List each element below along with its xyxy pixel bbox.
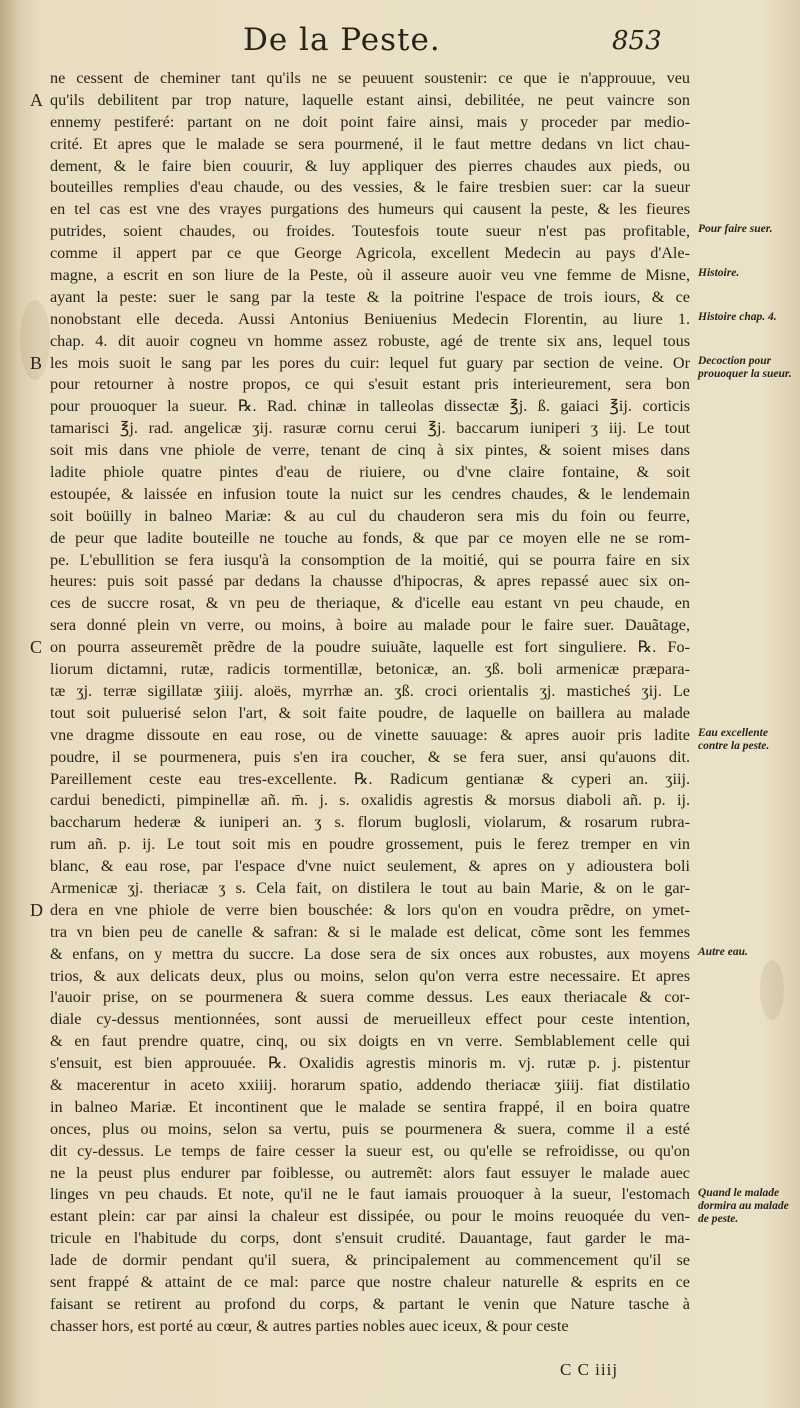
text-line: cardui benedicti, pimpinellæ añ. m̄. j. s. oxalidis agrestis & morsus diaboli añ. p. ij. [50,791,690,810]
text-line: Pareillement ceste eau tres-excellente. ℞. Radicum gentianæ & cyperi an. ʒiij. [50,769,690,788]
text-line: ne la peust plus endurer par foiblesse, ou autremẽt: alors faut essuyer le malade auec [50,1163,690,1182]
text-line: comme il appert par ce que George Agricola, excellent Medecin au pays d'Ale- [50,244,690,263]
text-line: vne dragme dissoute en eau rose, ou de vinette sauuage: & apres auoir pris ladite [50,725,690,744]
text-line: estant plein: car par ainsi la chaleur est dissipée, ou pour le moins reuoquée du ven- [50,1207,690,1226]
text-line: putrides, soient chaudes, ou froides. Toutesfois toute sueur n'est pas profitable, [50,222,690,241]
text-line: chap. 4. dit auoir cogneu vn homme assez robuste, agé de trente six ans, lequel tous [50,331,690,350]
text-line: soit mis dans vne phiole de verre, tenant de cinq à six pintes, & soient mises dans [50,441,690,460]
section-letter: A [30,89,43,110]
section-letter: B [30,352,43,373]
text-line: trios, & aux delicats deux, plus ou moins, selon qu'on verra estre necessaire. Et apres [50,966,690,985]
text-line: heures: puis soit passé par dedans la chausse d'hipocras, & apres repassé auec six on- [50,572,690,591]
text-line: blanc, & eau rose, par l'espace d'vne nuict seulement, & apres on y adioustera boli [50,857,690,876]
text-line: qu'ils debilitent par trop nature, laquelle estant ainsi, debilitée, ne peut vaincre son [50,90,690,109]
text-line: bouteilles remplies d'eau chaude, ou des vessies, & le faire tresbien suer: car la sueur [50,178,690,197]
text-line: & enfans, on y mettra du succre. La dose sera de six onces aux robustes, aux moyens [50,944,690,963]
margin-note: Decoction pour prouoquer la sueur. [698,354,792,380]
page-number: 853 [612,26,662,56]
text-line: en tel cas est vne des vrayes purgations des humeurs qui causent la peste, & les fieures [50,200,690,219]
signature-mark: C C iiij [560,1360,619,1379]
text-line: ne cessent de cheminer tant qu'ils ne se peuuent soustenir: ce que ie n'approuue, veu [50,69,690,87]
text-line: linges vn peu chauds. Et note, qu'il ne le faut iamais prouoquer à la sueur, l'estomach [50,1185,690,1204]
text-line: tricule en l'habitude du corps, dont s'ensuit crudité. Dauantage, faut garder le ma- [50,1229,690,1248]
margin-note: Histoire chap. 4. [698,310,777,323]
text-line: chasser hors, est porté au cœur, & autres parties nobles auec iceux, & pour ceste [50,1316,569,1335]
text-line: de peur que ladite bouteille ne touche au fonds, & que par ce moyen elle ne se rom- [50,528,690,547]
text-line: liorum dictamni, rutæ, radicis tormentillæ, betonicæ, an. ʒß. boli armenicæ præpara- [50,660,690,679]
page-header [0,18,800,68]
margin-note: Autre eau. [698,946,748,958]
text-line: tamarisci ℥j. rad. angelicæ ʒij. rasuræ cornu cerui ℥j. baccarum iuniperi ʒ iij. Le tout [50,419,690,438]
margin-note: Histoire. [698,267,740,280]
text-line: pour prouoquer la sueur. ℞. Rad. chinæ in talleolas dissectæ ℥j. ß. gaiaci ℥ij. corticis [50,397,690,416]
margin-note: Pour faire suer. [698,223,773,236]
text-line: sera donné plein vn verre, ou moins, à boire au malade pour le faire suer. Dauãtage, [50,616,690,635]
text-line: ces de succre rosat, & vn peu de theriaque, & d'icelle eau estant vn peu chaude, en [50,594,690,613]
text-line: Armenicæ ʒj. theriacæ ʒ s. Cela fait, on distilera le tout au bain Marie, & on le gar- [50,878,690,897]
text-line: dit cy-dessus. Le temps de faire cesser la sueur est, ou qu'elle se refroidisse, ou qu'on [50,1141,690,1160]
text-line: dement, & le faire bien couurir, & luy appliquer des pierres chaudes aux pieds, ou [50,156,690,175]
text-line: les mois suoit le sang par les pores du cuir: lequel fut guary par section de veine. Or [50,353,690,372]
text-line: sent frappé & attaint de ce mal: parce que nostre chaleur naturelle & esprits en ce [50,1272,690,1291]
text-line: soit boüilly in balneo Mariæ: & au cul du chauderon sera mis du foin ou feurre, [50,506,690,525]
text-line: & en faut prendre quatre, cinq, ou six doigts en vn verre. Semblablement celle qui [50,1032,690,1051]
margin-note: Quand le malade dormira au malade de peste. [698,1186,789,1225]
text-line: tout soit puluerisé selon l'art, & soit faite poudre, de laquelle on baillera au malade [50,703,690,722]
text-line: magne, a escrit en son liure de la Peste, où il asseure auoir veu vne femme de Misne, [50,266,690,285]
text-line: s'ensuit, est bien approuuée. ℞. Oxalidis agrestis minoris m. vj. rutæ p. j. pistentur [50,1054,690,1073]
text-line: onces, plus ou moins, selon sa vertu, puis se pourmenera & suera, comme il a esté [50,1119,690,1138]
text-line: l'auoir prise, on se pourmenera & suera comme dessus. Les eaux theriacale & cor- [50,988,690,1007]
section-letter: C [30,637,43,658]
main-text-column [50,68,690,1338]
page-footer [0,1360,800,1400]
text-line: on pourra asseuremẽt prẽdre de la poudre suiuãte, laquelle est fort singuliere. ℞. Fo- [50,638,690,657]
text-line: nonobstant elle deceda. Aussi Antonius Beniuenius Medecin Florentin, au liure 1. [50,309,690,328]
running-title: De la Peste. [243,22,441,58]
margin-note: Eau excellente contre la peste. [698,727,770,752]
text-line: ladite phiole quatre pintes d'eau de riuiere, ou d'vne claire fontaine, & soit [50,463,690,482]
text-line: rum añ. p. ij. Le tout soit mis en poudre grossement, puis le ferez tremper en vin [50,835,690,854]
text-line: pour retourner à nostre propos, ce qui s'esuit estant pris interieurement, sera bon [50,375,690,394]
text-line: baccharum hederæ & iuniperi an. ʒ s. florum buglosli, violarum, & rosarum rubra- [50,813,690,832]
section-letter: D [30,900,43,921]
text-line: pe. L'ebullition se fera iusqu'à la consomption de la moitié, qui se pourra faire en six [50,550,690,569]
text-line: ayant la peste: suer le sang par la teste & la poitrine l'espace de trois iours, & ce [50,287,690,306]
paper-stain [760,960,784,1020]
text-line: tra vn bien peu de canelle & safran: & si le malade est delicat, cõme sont les femmes [50,922,690,941]
text-line: crité. Et apres que le malade se sera pourmené, il le faut mettre dedans vn lict chau- [50,134,690,153]
text-line: & macerentur in aceto xxiiij. horarum spatio, addendo theriacæ ʒiiij. fiat distilatio [50,1075,690,1094]
text-line: in balneo Mariæ. Et incontinent que le malade se sentira frappé, il en boira quatre [50,1097,690,1116]
text-line: poudre, il se pourmenera, puis s'en ira coucher, & se fera suer, ansi qu'auons dit. [50,747,690,766]
text-line: dera en vne phiole de verre bien bouschée: & lors qu'on en voudra prẽdre, on ymet- [50,900,690,919]
text-line: faisant se retirent au profond du corps, & partant le venin que Nature tasche à [50,1294,690,1313]
text-line: lade de dormir pendant qu'il suera, & principalement au commencement qu'il se [50,1251,690,1270]
text-line: diale cy-dessus mentionnées, sont aussi de merueilleux effect pour ceste intention, [50,1010,690,1029]
text-line: ennemy pestiferé: partant on ne doit point faire ainsi, mais y proceder par medio- [50,112,690,131]
text-line: estoupée, & laissée en infusion toute la nuict sur les cendres chaudes, & le lendemain [50,484,690,503]
text-line: tæ ʒj. terræ sigillatæ ʒiiij. aloës, myrrhæ an. ʒß. croci orientalis ʒj. masticheś ʒij. Le [50,681,690,700]
